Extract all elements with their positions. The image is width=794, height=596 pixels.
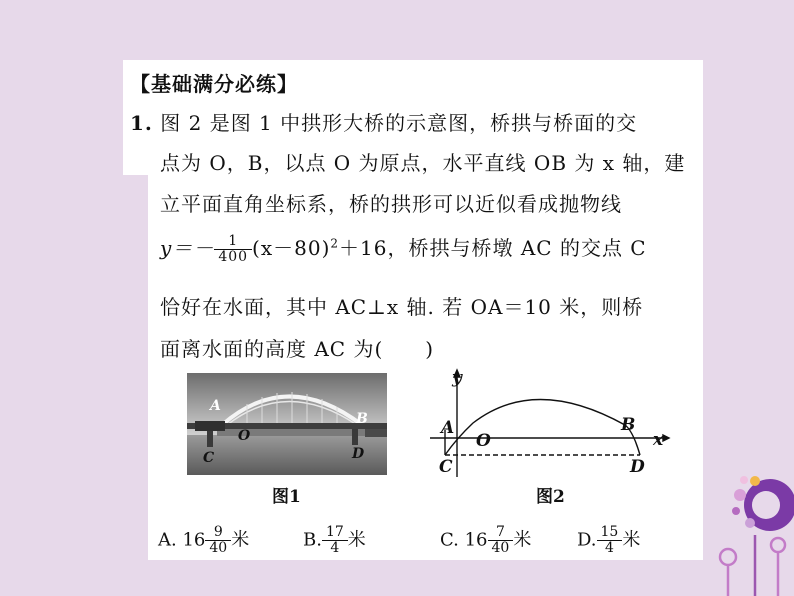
choice-b-den: 4: [330, 540, 340, 556]
choice-a[interactable]: [158, 525, 249, 556]
choice-b-letter: B.: [303, 529, 322, 551]
parabola-curve: [445, 399, 640, 455]
fig2-label-y: y: [452, 368, 462, 388]
question-line-4: [160, 232, 647, 265]
choice-c-den: 40: [491, 540, 510, 556]
choice-c-unit: 米: [513, 529, 532, 551]
fraction-denominator: 400: [218, 249, 249, 265]
fig2-label-D: D: [630, 457, 645, 477]
choice-b[interactable]: [303, 525, 366, 556]
fig2-label-B: B: [621, 415, 636, 435]
formula-prefix: y＝－: [160, 236, 215, 260]
formula-middle: (x－80): [252, 236, 331, 260]
fig1-caption: 图1: [272, 487, 301, 507]
choice-a-whole: 16: [182, 529, 206, 551]
decorative-flower-graphic: [700, 465, 794, 596]
choice-a-den: 40: [209, 540, 228, 556]
question-line-1: [130, 107, 637, 136]
choice-a-num: 9: [213, 524, 223, 540]
fig1-label-B: B: [356, 411, 368, 427]
question-number: 1.: [130, 111, 153, 135]
fig2-caption: 图2: [536, 487, 565, 507]
fig1-label-D: D: [352, 446, 365, 462]
fig2-label-x: x: [653, 430, 664, 450]
formula-suffix: ＋16，桥拱与桥墩 AC 的交点 C: [339, 236, 647, 260]
fraction-numerator: 1: [228, 233, 239, 249]
fig1-label-A: A: [210, 398, 221, 414]
choice-a-letter: A.: [158, 529, 177, 551]
fig2-label-C: C: [439, 457, 453, 477]
formula-fraction: [216, 234, 250, 265]
choice-c-num: 7: [495, 524, 505, 540]
choice-c-letter: C.: [440, 529, 459, 551]
question-line-6: 面离水面的高度 AC 为( ): [160, 337, 435, 361]
fig2-label-O: O: [476, 431, 491, 451]
choice-c-whole: 16: [464, 529, 488, 551]
formula-exponent: 2: [330, 236, 340, 251]
question-line-3: 立平面直角坐标系，桥的拱形可以近似看成抛物线: [160, 192, 622, 216]
choice-d[interactable]: [577, 525, 640, 556]
choice-b-num: 17: [325, 524, 344, 540]
choice-d-unit: 米: [622, 529, 641, 551]
choice-c[interactable]: [440, 525, 531, 556]
x-axis-arrow: [663, 435, 669, 441]
choice-a-unit: 米: [231, 529, 250, 551]
fig2-label-A: A: [441, 418, 455, 438]
choice-d-num: 15: [600, 524, 619, 540]
question-text-1: 图 2 是图 1 中拱形大桥的示意图，桥拱与桥面的交: [160, 111, 638, 135]
section-heading: 【基础满分必练】: [130, 72, 298, 96]
question-line-2: 点为 O，B，以点 O 为原点，水平直线 OB 为 x 轴，建: [160, 151, 686, 175]
choice-d-letter: D.: [577, 529, 597, 551]
question-line-5: 恰好在水面，其中 AC⊥x 轴. 若 OA＝10 米，则桥: [160, 295, 644, 319]
fig1-label-C: C: [203, 450, 215, 466]
choice-d-den: 4: [604, 540, 614, 556]
choice-b-unit: 米: [347, 529, 366, 551]
fig1-label-O: O: [238, 428, 251, 444]
